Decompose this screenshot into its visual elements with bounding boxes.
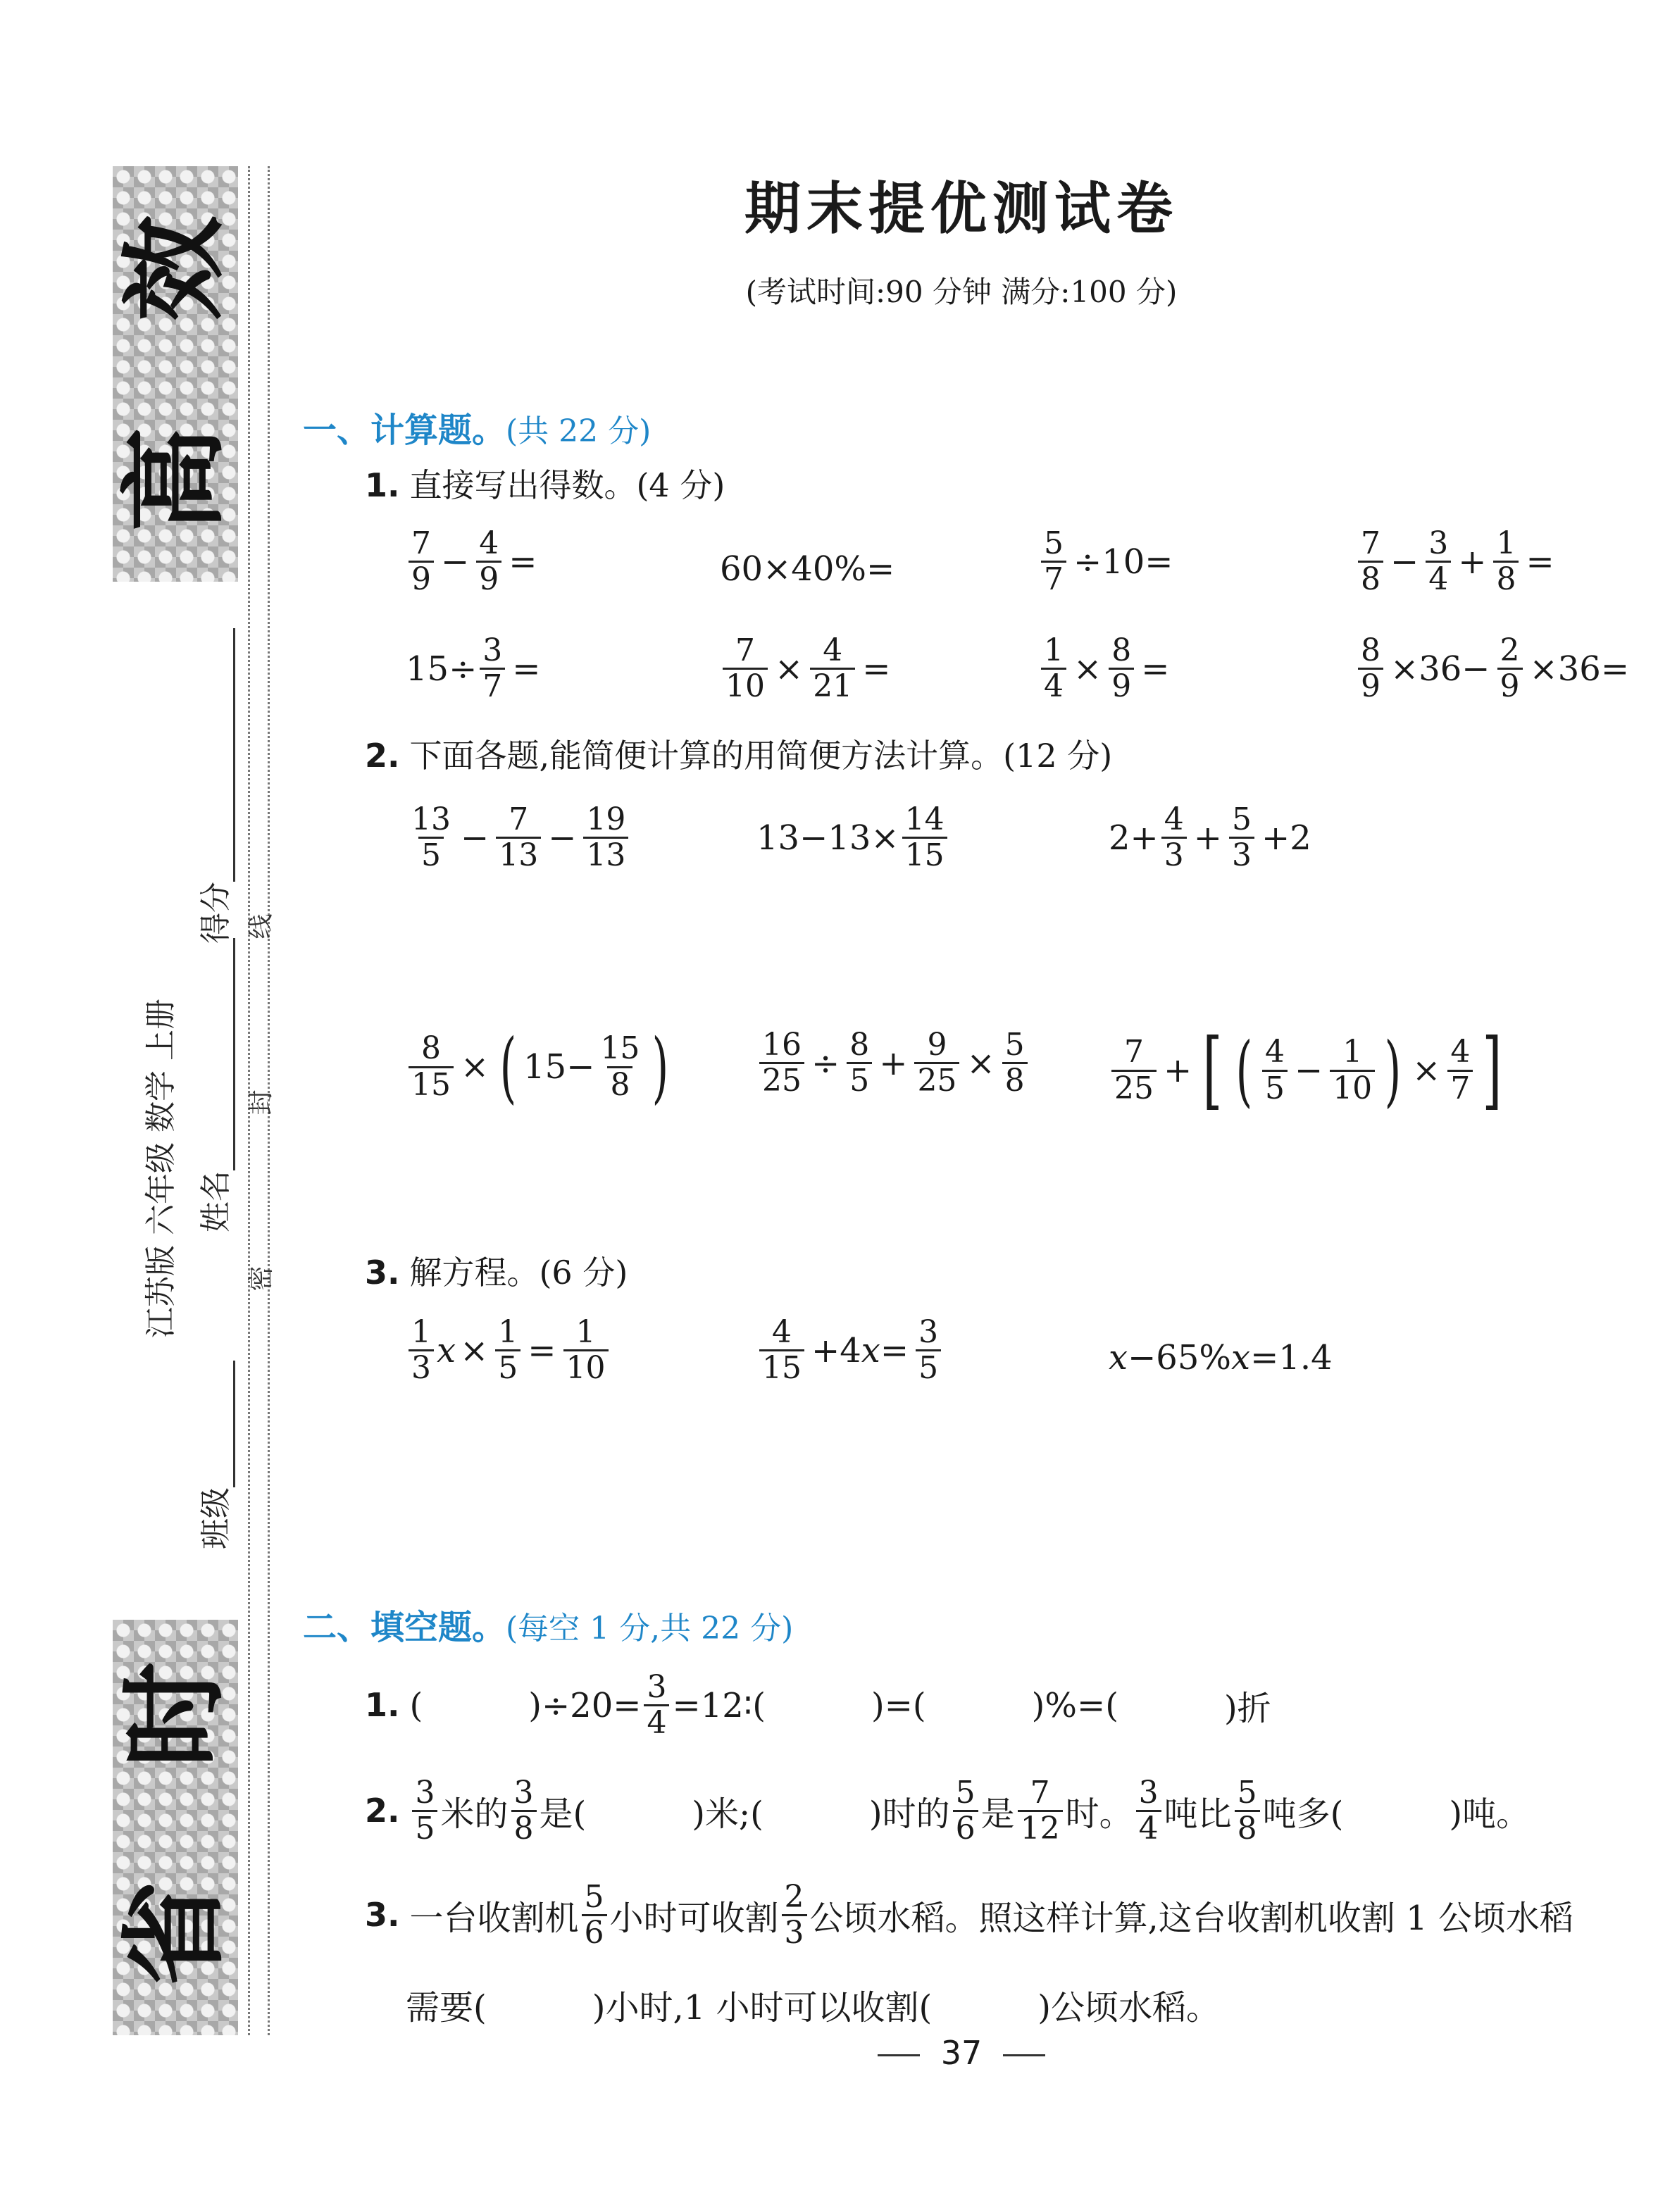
s1-question-2 (365, 737, 1112, 775)
s2q3-line2-a: 需要( (406, 1988, 487, 2027)
s1q3-expr-3: x −65% x =1.4 (1109, 1338, 1333, 1377)
s2-question-1: 1. ( )÷20= $\frac{3}{4}$ =12∶( )=( )%=( )折 (365, 1669, 1271, 1742)
s2-question-2: 2. $\frac{3}{5}$ 米的 $\frac{3}{8}$ 是( )米;( )时的 $\frac{5}{6}$ 是 $\frac{7}{12}$ 时。 $\frac{3}{4}$ 吨比 $\frac{5}{8}$ 吨多( )吨。 (365, 1775, 1531, 1847)
page-number (0, 2034, 1658, 2072)
s1-question-3 (365, 1254, 628, 1292)
book-info: 江苏版 六年级 数学 上册 (143, 999, 179, 1338)
question-text: 直接写出得数。(4 分) (409, 466, 725, 504)
question-text: 解方程。(6 分) (409, 1254, 628, 1292)
class-label: 班级 (198, 1487, 234, 1549)
s2q3-text-b: 小时可收割 (609, 1899, 779, 1939)
s1q1-expr-6: $\frac{7}{10}$ × $\frac{4}{21}$ = (720, 634, 895, 704)
question-number: 3. (365, 1896, 400, 1935)
score-label: 得分 (198, 882, 234, 944)
seal-mi: 密 (247, 1266, 276, 1292)
score-field (190, 628, 235, 944)
band-char-gao: 高 (114, 427, 237, 533)
s1q2-expr-6: $\frac{7}{25}$ + [ ( $\frac{4}{5}$ − $\frac{1}{10}$ ) × $\frac{4}{7}$ ] (1109, 1028, 1509, 1113)
decor-band-bottom (113, 1620, 238, 2035)
s1q1-expr-3: $\frac{5}{7}$ ÷10= (1038, 527, 1178, 597)
score-blank[interactable] (233, 628, 235, 882)
seal-xian: 线 (247, 913, 276, 939)
s2q3-text-a: 一台收割机 (409, 1899, 579, 1939)
page-number-text: 37 (940, 2034, 983, 2072)
s1q1-expr-1: $\frac{7}{9}$ − $\frac{4}{9}$ = (406, 527, 541, 597)
s1q1-expr-4: $\frac{7}{8}$ − $\frac{3}{4}$ + $\frac{1}{8}$ = (1355, 527, 1559, 597)
s1q1-expr-5: 15÷ $\frac{3}{7}$ = (406, 632, 541, 705)
s1q1-expr-2: 60×40%= (720, 549, 895, 589)
s1q2-expr-5: $\frac{16}{25}$ ÷ $\frac{8}{5}$ + $\frac{9}{25}$ × $\frac{5}{8}$ (756, 1028, 1030, 1099)
s2q3-line2-b: )小时,1 小时可以收割( (592, 1988, 933, 2027)
section-1-title: 一、计算题。 (303, 411, 506, 450)
s1q1-expr-8: $\frac{8}{9}$ ×36− $\frac{2}{9}$ ×36= (1355, 634, 1633, 704)
question-number: 2. (365, 1792, 400, 1830)
class-blank[interactable] (233, 1361, 235, 1487)
s1q1-expr-7: $\frac{1}{4}$ × $\frac{8}{9}$ = (1038, 634, 1173, 704)
s2q3-line2-c: )公顷水稻。 (1037, 1988, 1220, 2027)
s1-question-1 (365, 466, 725, 505)
band-char-xiao: 效 (114, 215, 237, 322)
s1q2-expr-2: 13−13× $\frac{14}{15}$ (756, 803, 950, 873)
section-1-note: (共 22 分) (506, 413, 652, 449)
section-2-note: (每空 1 分,共 22 分) (506, 1611, 794, 1646)
section-2-heading (303, 1600, 793, 1649)
s2q3-text-c: 公顷水稻。照这样计算,这台收割机收割 1 公顷水稻 (809, 1899, 1573, 1939)
s1q2-expr-4: $\frac{8}{15}$ × ( 15− $\frac{15}{8}$ ) (406, 1028, 675, 1106)
question-number: 2. (365, 737, 400, 775)
band-char-sheng: 省 (114, 1880, 237, 1987)
page-title: 期末提优测试卷 (744, 175, 1178, 242)
s1q3-expr-1: $\frac{1}{3}$ x × $\frac{1}{5}$ = $\frac{1}{10}$ (406, 1316, 611, 1386)
name-label: 姓名 (198, 1170, 234, 1232)
page-subtitle: (考试时间:90 分钟 满分:100 分) (745, 275, 1178, 309)
question-number: 1. (365, 466, 400, 504)
section-1-heading (303, 403, 651, 451)
seal-feng: 封 (247, 1089, 276, 1116)
name-blank[interactable] (233, 938, 235, 1170)
question-text: 下面各题,能简便计算的用简便方法计算。(12 分) (409, 737, 1113, 775)
s1q2-expr-1: $\frac{13}{5}$ − $\frac{7}{13}$ − $\frac{19}{13}$ (406, 803, 631, 873)
s2-question-3-line2 (406, 1980, 1220, 2029)
question-number: 3. (365, 1254, 400, 1292)
class-field (190, 1361, 235, 1549)
s1q2-expr-3: 2+ $\frac{4}{3}$ + $\frac{5}{3}$ +2 (1109, 801, 1311, 874)
question-number: 1. (365, 1686, 400, 1725)
section-2-title: 二、填空题。 (303, 1608, 506, 1647)
s1q3-expr-2: $\frac{4}{15}$ +4x= $\frac{3}{5}$ (756, 1316, 944, 1386)
s2-question-3: 3. 一台收割机 $\frac{5}{6}$ 小时可收割 $\frac{2}{3}$ 公顷水稻。照这样计算,这台收割机收割 1 公顷水稻 (365, 1879, 1573, 1951)
name-field (190, 938, 235, 1232)
band-char-shi: 时 (114, 1662, 237, 1768)
